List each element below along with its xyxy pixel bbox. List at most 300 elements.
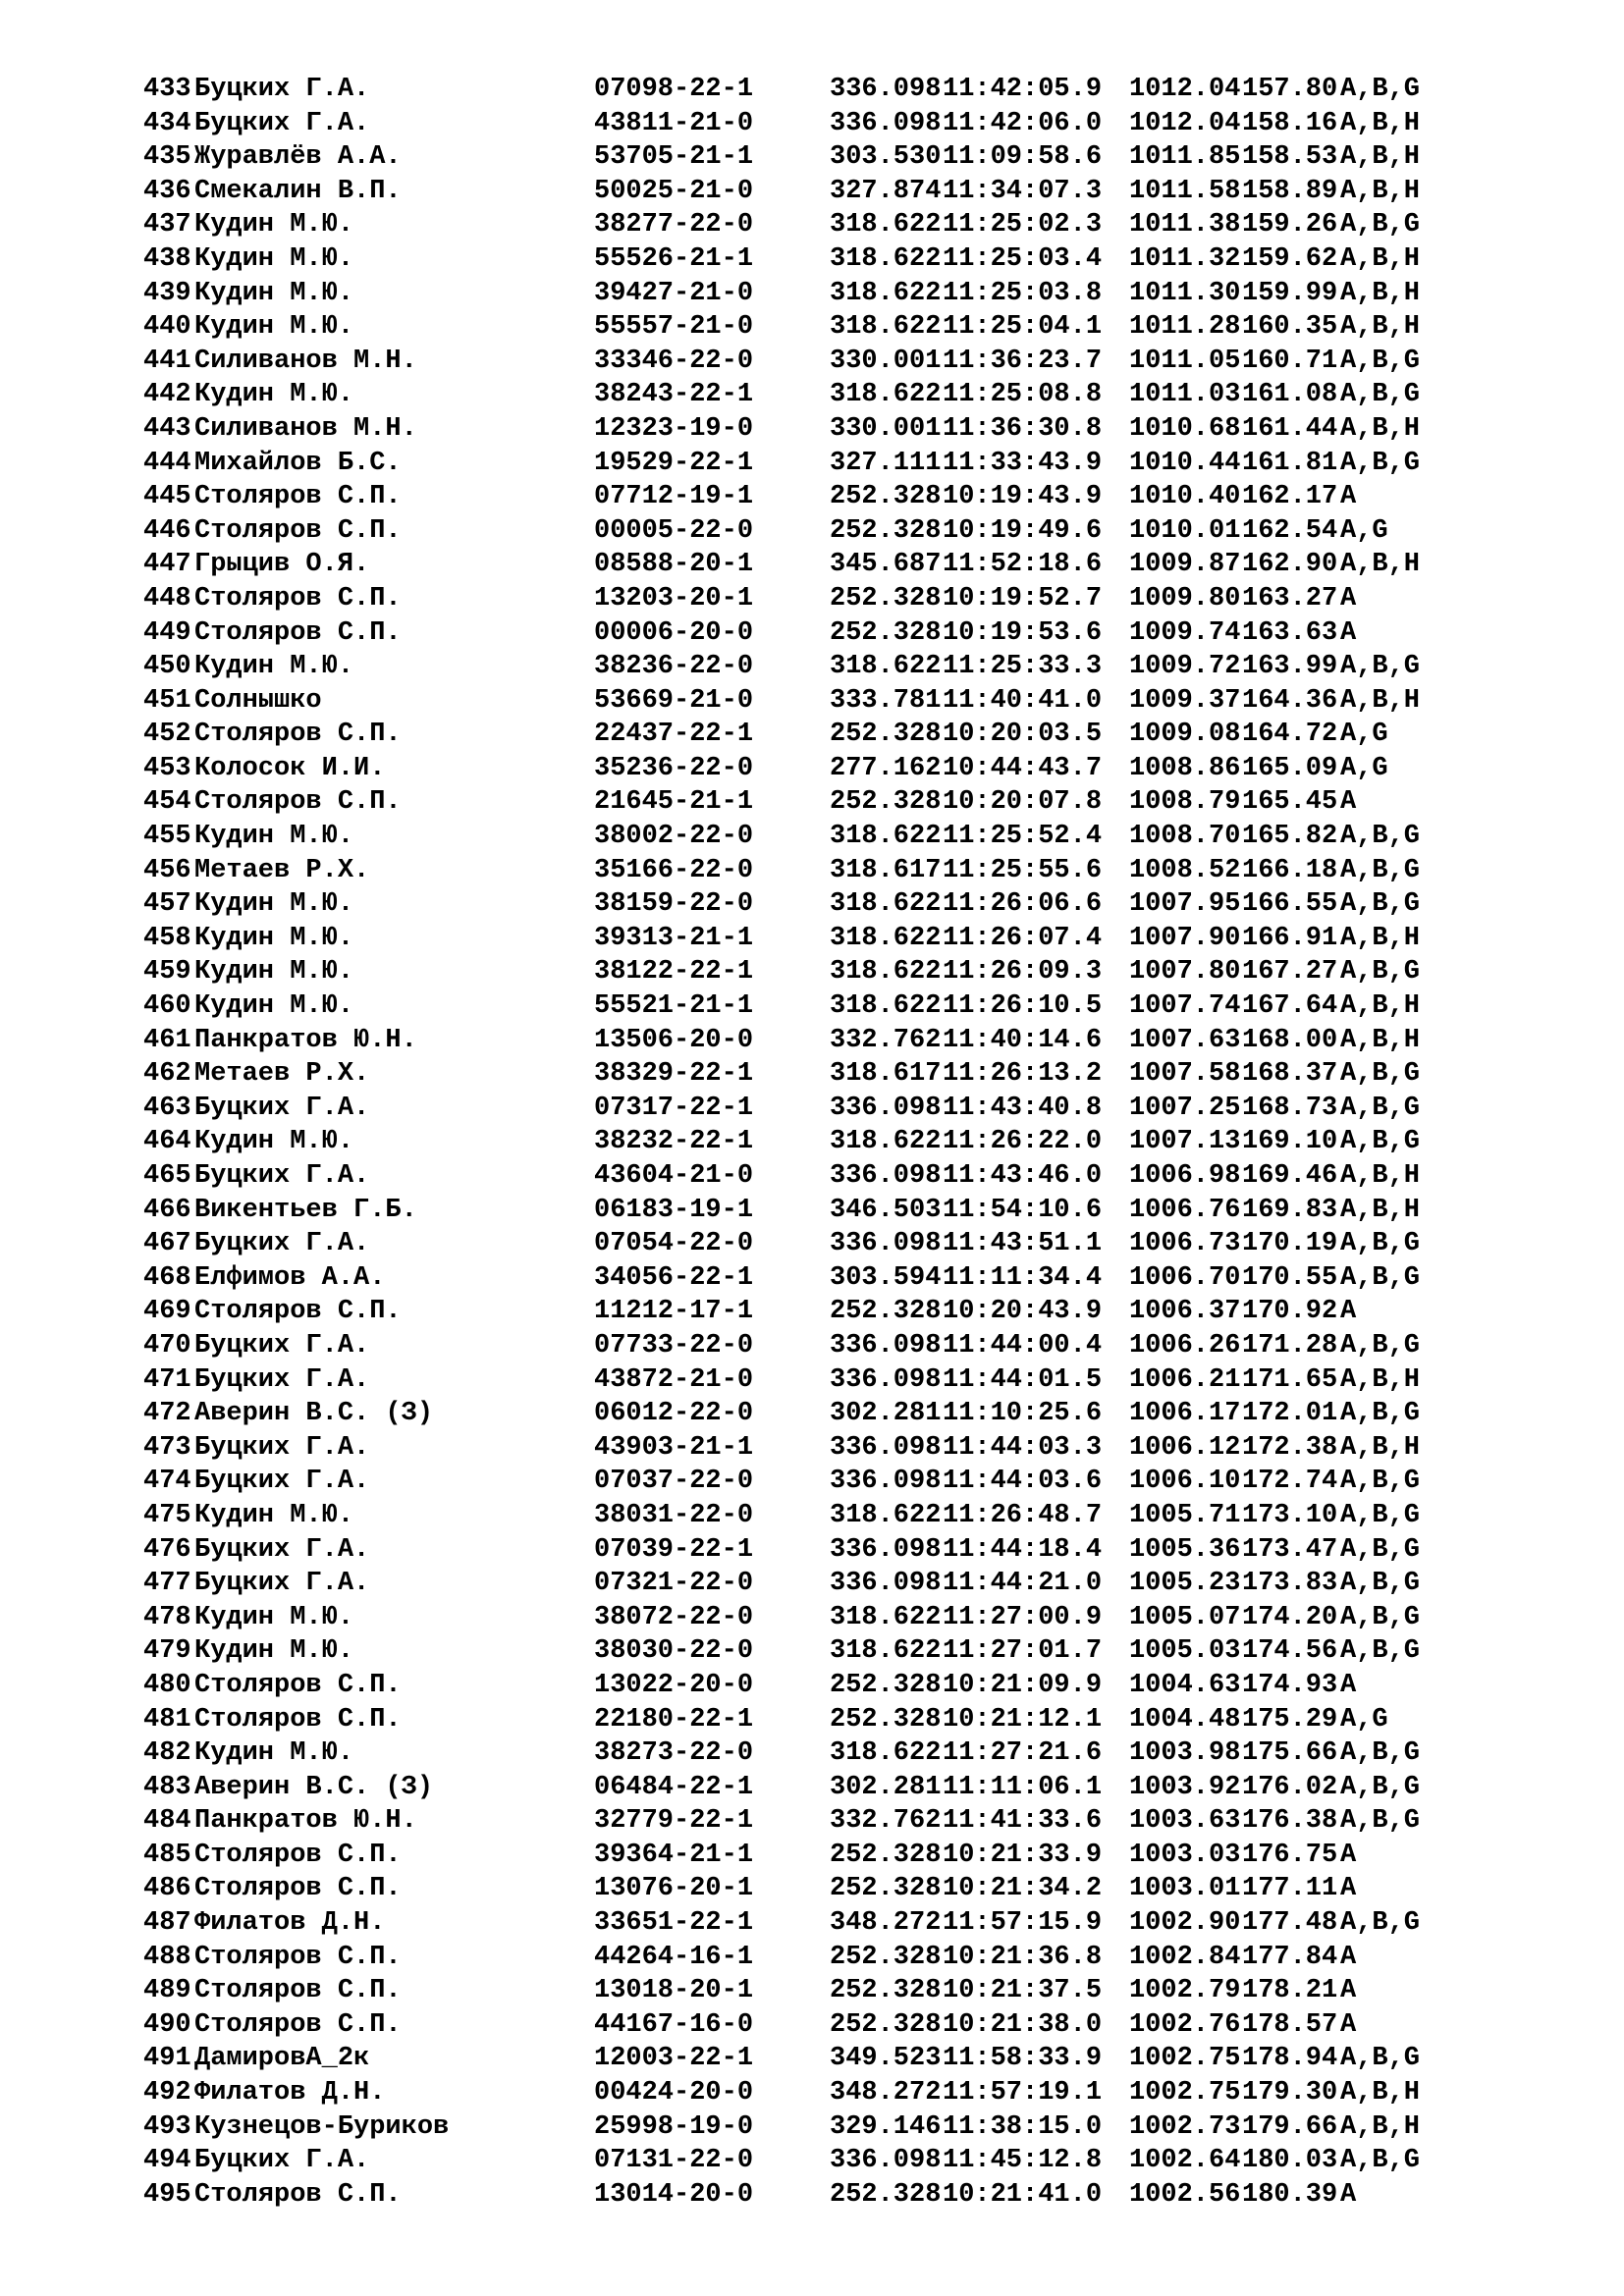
fancier-name: Столяров С.П. [194,1942,402,1972]
category-tags: A,B,H [1340,243,1421,274]
category-tags: A,G [1340,1704,1388,1735]
category-tags: A,B,G [1340,889,1421,920]
category-tags: A,B,G [1340,210,1421,240]
result-row [143,1261,1420,1296]
speed: 1003.92 [1129,1772,1241,1802]
arrival-time: 11:25:52.4 [943,822,1103,852]
result-row [143,2042,1420,2076]
result-row [143,1125,1420,1159]
position: 482 [143,1738,191,1769]
speed: 1010.44 [1129,448,1241,478]
position: 484 [143,1806,191,1837]
arrival-time: 11:26:07.4 [943,923,1103,953]
category-tags: A,B,G [1340,346,1421,376]
result-row [143,242,1420,277]
result-row [143,345,1420,379]
position: 448 [143,583,191,614]
fancier-name: Столяров С.П. [194,2009,402,2040]
speed: 1006.37 [1129,1297,1241,1327]
fancier-name: Столяров С.П. [194,1840,402,1870]
fancier-name: Силиванов М.Н. [194,413,417,444]
distance: 333.781 [830,685,942,716]
result-row [143,1295,1420,1329]
fancier-name: Михайлов Б.С. [194,448,402,478]
fancier-name: Филатов Д.Н. [194,2078,386,2109]
fancier-name: Столяров С.П. [194,2179,402,2210]
position: 435 [143,142,191,173]
ring-number: 06012-22-0 [594,1399,754,1429]
fancier-name: Столяров С.П. [194,1874,402,1904]
ring-number: 39427-21-0 [594,278,754,308]
fancier-name: Журавлёв А.А. [194,142,402,173]
position: 457 [143,889,191,920]
ring-number: 07039-22-1 [594,1534,754,1565]
arrival-time: 11:25:08.8 [943,380,1103,410]
speed: 1009.72 [1129,652,1241,682]
result-row [143,107,1420,141]
result-row [143,2008,1420,2043]
arrival-time: 10:19:43.9 [943,482,1103,512]
speed: 1005.23 [1129,1569,1241,1599]
category-tags: A,B,H [1340,685,1421,716]
speed: 1010.68 [1129,413,1241,444]
ring-number: 07733-22-0 [594,1330,754,1361]
points: 167.64 [1242,991,1338,1022]
distance: 318.622 [830,822,942,852]
distance: 252.328 [830,482,942,512]
distance: 336.098 [830,1330,942,1361]
speed: 1009.08 [1129,720,1241,750]
position: 493 [143,2111,191,2142]
position: 459 [143,957,191,988]
fancier-name: Кудин М.Ю. [194,923,354,953]
position: 488 [143,1942,191,1972]
result-row [143,1465,1420,1499]
distance: 318.622 [830,380,942,410]
fancier-name: Метаев Р.Х. [194,1059,370,1090]
speed: 1008.70 [1129,822,1241,852]
category-tags: A,B,H [1340,142,1421,173]
speed: 1004.63 [1129,1670,1241,1700]
position: 478 [143,1602,191,1632]
position: 480 [143,1670,191,1700]
result-row [143,1669,1420,1703]
distance: 346.503 [830,1195,942,1225]
position: 479 [143,1636,191,1667]
result-row [143,1227,1420,1261]
points: 162.17 [1242,482,1338,512]
points: 173.47 [1242,1534,1338,1565]
points: 169.83 [1242,1195,1338,1225]
fancier-name: Кудин М.Ю. [194,243,354,274]
category-tags: A [1340,583,1357,614]
category-tags: A,B,G [1340,1093,1421,1123]
position: 490 [143,2009,191,2040]
category-tags: A,B,H [1340,1195,1421,1225]
result-row [143,1024,1420,1058]
position: 489 [143,1976,191,2006]
position: 466 [143,1195,191,1225]
speed: 1010.40 [1129,482,1241,512]
fancier-name: Буцких Г.А. [194,1569,370,1599]
arrival-time: 11:10:25.6 [943,1399,1103,1429]
fancier-name: Буцких Г.А. [194,1229,370,1259]
points: 179.66 [1242,2111,1338,2142]
distance: 348.272 [830,1908,942,1939]
arrival-time: 11:58:33.9 [943,2044,1103,2074]
arrival-time: 11:36:30.8 [943,413,1103,444]
arrival-time: 10:19:52.7 [943,583,1103,614]
result-row [143,1703,1420,1737]
result-row [143,310,1420,345]
fancier-name: Столяров С.П. [194,1297,402,1327]
arrival-time: 11:52:18.6 [943,550,1103,580]
distance: 318.617 [830,855,942,885]
category-tags: A [1340,2179,1357,2210]
speed: 1007.13 [1129,1127,1241,1157]
category-tags: A,B,H [1340,991,1421,1022]
speed: 1011.32 [1129,243,1241,274]
result-row [143,752,1420,786]
result-row [143,1363,1420,1398]
ring-number: 07037-22-0 [594,1467,754,1497]
result-row [143,514,1420,549]
points: 168.73 [1242,1093,1338,1123]
points: 176.75 [1242,1840,1338,1870]
arrival-time: 10:21:36.8 [943,1942,1103,1972]
category-tags: A [1340,1874,1357,1904]
position: 465 [143,1161,191,1191]
position: 437 [143,210,191,240]
speed: 1007.25 [1129,1093,1241,1123]
result-row [143,1872,1420,1906]
distance: 336.098 [830,1161,942,1191]
points: 167.27 [1242,957,1338,988]
position: 474 [143,1467,191,1497]
speed: 1002.75 [1129,2044,1241,2074]
category-tags: A,B,H [1340,1161,1421,1191]
distance: 302.281 [830,1772,942,1802]
position: 475 [143,1500,191,1530]
arrival-time: 10:21:12.1 [943,1704,1103,1735]
ring-number: 33651-22-1 [594,1908,754,1939]
speed: 1002.56 [1129,2179,1241,2210]
speed: 1011.85 [1129,142,1241,173]
fancier-name: Буцких Г.А. [194,1364,370,1395]
position: 441 [143,346,191,376]
result-row [143,1159,1420,1194]
speed: 1002.84 [1129,1942,1241,1972]
ring-number: 12003-22-1 [594,2044,754,2074]
arrival-time: 11:25:04.1 [943,312,1103,343]
result-row [143,2110,1420,2145]
distance: 252.328 [830,1874,942,1904]
distance: 318.622 [830,1636,942,1667]
result-row [143,412,1420,447]
result-row [143,1974,1420,2008]
category-tags: A,B,G [1340,1262,1421,1293]
distance: 277.162 [830,753,942,783]
category-tags: A,B,G [1340,1534,1421,1565]
ring-number: 44264-16-1 [594,1942,754,1972]
result-row [143,1906,1420,1941]
category-tags: A,B,G [1340,1772,1421,1802]
ring-number: 07131-22-0 [594,2146,754,2176]
speed: 1007.90 [1129,923,1241,953]
category-tags: A,B,G [1340,1738,1421,1769]
result-row [143,1397,1420,1431]
category-tags: A,B,G [1340,822,1421,852]
result-row [143,922,1420,956]
arrival-time: 11:33:43.9 [943,448,1103,478]
speed: 1005.03 [1129,1636,1241,1667]
points: 176.38 [1242,1806,1338,1837]
distance: 336.098 [830,2146,942,2176]
points: 174.20 [1242,1602,1338,1632]
fancier-name: Буцких Г.А. [194,75,370,104]
category-tags: A [1340,1942,1357,1972]
arrival-time: 11:43:51.1 [943,1229,1103,1259]
fancier-name: Кудин М.Ю. [194,1636,354,1667]
ring-number: 13076-20-1 [594,1874,754,1904]
result-row [143,1771,1420,1805]
position: 470 [143,1330,191,1361]
arrival-time: 11:26:22.0 [943,1127,1103,1157]
distance: 318.617 [830,1059,942,1090]
points: 171.28 [1242,1330,1338,1361]
result-row [143,548,1420,582]
distance: 318.622 [830,243,942,274]
ring-number: 38236-22-0 [594,652,754,682]
speed: 1006.17 [1129,1399,1241,1429]
distance: 303.530 [830,142,942,173]
points: 178.57 [1242,2009,1338,2040]
ring-number: 07054-22-0 [594,1229,754,1259]
fancier-name: Буцких Г.А. [194,1093,370,1123]
fancier-name: Кудин М.Ю. [194,822,354,852]
category-tags: A,B,G [1340,1330,1421,1361]
points: 172.74 [1242,1467,1338,1497]
arrival-time: 10:21:34.2 [943,1874,1103,1904]
category-tags: A,B,G [1340,1127,1421,1157]
category-tags: A,B,G [1340,1399,1421,1429]
result-row [143,175,1420,209]
arrival-time: 11:36:23.7 [943,346,1103,376]
result-row [143,887,1420,922]
points: 178.21 [1242,1976,1338,2006]
position: 468 [143,1262,191,1293]
fancier-name: Кудин М.Ю. [194,210,354,240]
ring-number: 32779-22-1 [594,1806,754,1837]
points: 172.38 [1242,1432,1338,1463]
speed: 1004.48 [1129,1704,1241,1735]
points: 170.55 [1242,1262,1338,1293]
position: 447 [143,550,191,580]
category-tags: A [1340,617,1357,648]
category-tags: A,B,H [1340,413,1421,444]
arrival-time: 11:25:55.6 [943,855,1103,885]
arrival-time: 11:42:06.0 [943,108,1103,138]
result-row [143,1499,1420,1533]
ring-number: 38002-22-0 [594,822,754,852]
points: 159.26 [1242,210,1338,240]
distance: 348.272 [830,2078,942,2109]
arrival-time: 11:42:05.9 [943,75,1103,104]
arrival-time: 10:21:37.5 [943,1976,1103,2006]
distance: 252.328 [830,787,942,818]
arrival-time: 11:38:15.0 [943,2111,1103,2142]
points: 164.72 [1242,720,1338,750]
position: 454 [143,787,191,818]
fancier-name: Кудин М.Ю. [194,312,354,343]
ring-number: 22180-22-1 [594,1704,754,1735]
position: 456 [143,855,191,885]
position: 472 [143,1399,191,1429]
category-tags: A,B,G [1340,1500,1421,1530]
ring-number: 38232-22-1 [594,1127,754,1157]
speed: 1002.75 [1129,2078,1241,2109]
category-tags: A,B,G [1340,855,1421,885]
speed: 1006.21 [1129,1364,1241,1395]
distance: 330.001 [830,346,942,376]
category-tags: A,B,G [1340,1908,1421,1939]
points: 158.53 [1242,142,1338,173]
speed: 1007.80 [1129,957,1241,988]
arrival-time: 11:26:13.2 [943,1059,1103,1090]
position: 464 [143,1127,191,1157]
ring-number: 34056-22-1 [594,1262,754,1293]
position: 485 [143,1840,191,1870]
arrival-time: 11:44:01.5 [943,1364,1103,1395]
fancier-name: Кудин М.Ю. [194,1602,354,1632]
position: 450 [143,652,191,682]
points: 171.65 [1242,1364,1338,1395]
speed: 1006.76 [1129,1195,1241,1225]
points: 157.80 [1242,75,1338,104]
arrival-time: 11:57:19.1 [943,2078,1103,2109]
result-row [143,718,1420,752]
arrival-time: 11:11:34.4 [943,1262,1103,1293]
distance: 327.874 [830,176,942,206]
position: 442 [143,380,191,410]
points: 161.44 [1242,413,1338,444]
category-tags: A,B,G [1340,1467,1421,1497]
ring-number: 55521-21-1 [594,991,754,1022]
ring-number: 00006-20-0 [594,617,754,648]
points: 172.01 [1242,1399,1338,1429]
arrival-time: 11:44:00.4 [943,1330,1103,1361]
fancier-name: Панкратов Ю.Н. [194,1025,417,1055]
points: 161.08 [1242,380,1338,410]
result-row [143,1839,1420,1873]
category-tags: A,B,G [1340,448,1421,478]
position: 458 [143,923,191,953]
points: 180.39 [1242,2179,1338,2210]
arrival-time: 11:26:48.7 [943,1500,1103,1530]
result-row [143,378,1420,412]
result-row [143,277,1420,311]
arrival-time: 11:25:03.8 [943,278,1103,308]
category-tags: A,B,H [1340,278,1421,308]
ring-number: 53705-21-1 [594,142,754,173]
result-row [143,2178,1420,2213]
ring-number: 13022-20-0 [594,1670,754,1700]
result-row [143,480,1420,514]
ring-number: 55526-21-1 [594,243,754,274]
results-list [143,73,1420,2212]
fancier-name: Елфимов А.А. [194,1262,386,1293]
result-row [143,1057,1420,1092]
fancier-name: Кудин М.Ю. [194,278,354,308]
result-row [143,820,1420,854]
fancier-name: Буцких Г.А. [194,108,370,138]
arrival-time: 10:21:09.9 [943,1670,1103,1700]
points: 180.03 [1242,2146,1338,2176]
position: 436 [143,176,191,206]
result-row [143,1736,1420,1771]
distance: 336.098 [830,108,942,138]
speed: 1008.79 [1129,787,1241,818]
distance: 336.098 [830,1467,942,1497]
distance: 252.328 [830,1976,942,2006]
category-tags: A,B,G [1340,75,1421,104]
speed: 1006.98 [1129,1161,1241,1191]
fancier-name: Буцких Г.А. [194,1467,370,1497]
result-row [143,650,1420,684]
ring-number: 55557-21-0 [594,312,754,343]
distance: 349.523 [830,2044,942,2074]
position: 451 [143,685,191,716]
ring-number: 00005-22-0 [594,515,754,546]
position: 460 [143,991,191,1022]
category-tags: A,B,H [1340,312,1421,343]
ring-number: 38072-22-0 [594,1602,754,1632]
category-tags: A,B,H [1340,550,1421,580]
position: 483 [143,1772,191,1802]
arrival-time: 11:57:15.9 [943,1908,1103,1939]
category-tags: A,B,H [1340,2111,1421,2142]
result-row [143,2144,1420,2178]
ring-number: 43604-21-0 [594,1161,754,1191]
fancier-name: Буцких Г.А. [194,1432,370,1463]
distance: 252.328 [830,1840,942,1870]
result-row [143,1533,1420,1568]
result-row [143,1941,1420,1975]
distance: 252.328 [830,1704,942,1735]
points: 159.99 [1242,278,1338,308]
category-tags: A [1340,1297,1357,1327]
arrival-time: 11:26:10.5 [943,991,1103,1022]
fancier-name: Кудин М.Ю. [194,380,354,410]
distance: 252.328 [830,2179,942,2210]
distance: 318.622 [830,652,942,682]
ring-number: 38273-22-0 [594,1738,754,1769]
speed: 1006.12 [1129,1432,1241,1463]
result-row [143,616,1420,651]
ring-number: 13018-20-1 [594,1976,754,2006]
speed: 1003.03 [1129,1840,1241,1870]
category-tags: A,B,H [1340,923,1421,953]
result-row [143,1567,1420,1601]
points: 161.81 [1242,448,1338,478]
fancier-name: Буцких Г.А. [194,1330,370,1361]
position: 455 [143,822,191,852]
arrival-time: 11:27:21.6 [943,1738,1103,1769]
category-tags: A,B,H [1340,2078,1421,2109]
speed: 1011.38 [1129,210,1241,240]
result-row [143,955,1420,989]
fancier-name: Столяров С.П. [194,720,402,750]
